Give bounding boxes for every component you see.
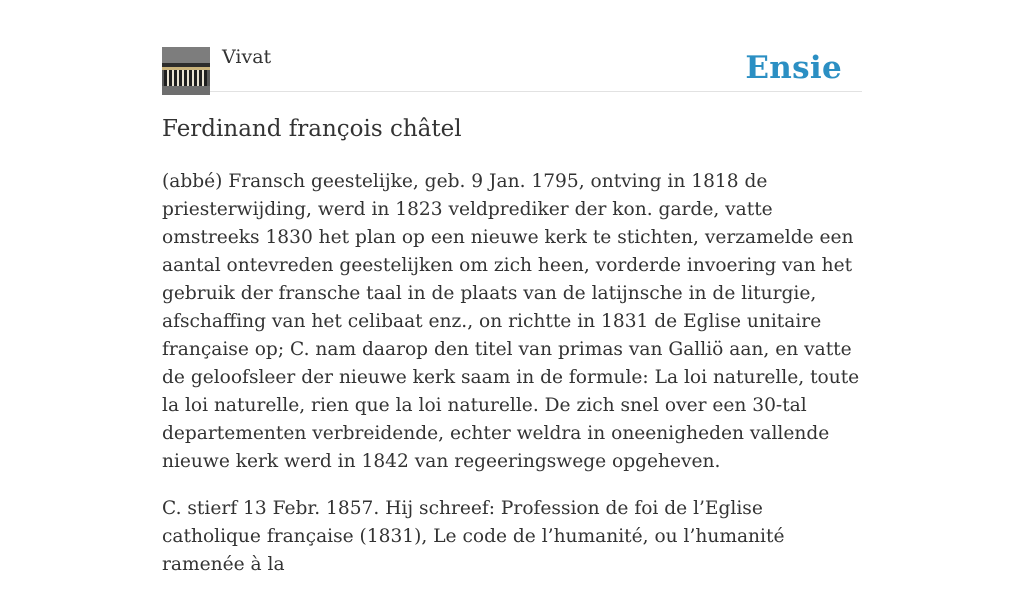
header bbox=[162, 0, 862, 92]
brand-logo[interactable]: Ensie bbox=[745, 50, 842, 86]
paragraph: C. stierf 13 Febr. 1857. Hij schreef: Profession de foi de l’Eglise catholique française (1831), Le code de l’humanité, ou l’humanité ramenée à la bbox=[162, 498, 785, 575]
avatar-image-icon bbox=[162, 47, 210, 95]
page bbox=[162, 0, 862, 575]
page-title: Ferdinand françois châtel bbox=[162, 116, 462, 142]
article-body bbox=[162, 168, 862, 598]
avatar[interactable] bbox=[162, 47, 210, 95]
paragraph: (abbé) Fransch geestelijke, geb. 9 Jan. 1795, ontving in 1818 de priesterwijding, werd in 1823 veldprediker der kon. garde, vatte omstreeks 1830 het plan op een nieuwe kerk te stichten, verzamelde een aantal ontevreden geestelijken om zich heen, vorderde invoering van het gebruik der fransche taal in de plaats van de latijnsche in de liturgie, afschaffing van het celibaat enz., on richtte in 1831 de Eglise unitaire française op; C. nam daarop den titel van primas van Galliö aan, en vatte de geloofsleer der nieuwe kerk saam in de formule: La loi naturelle, toute la loi naturelle, rien que la loi naturelle. De zich snel over een 30-tal departementen verbreidende, echter weldra in oneenigheden vallende nieuwe kerk werd in 1842 van regeeringswege opgeheven. bbox=[162, 171, 860, 472]
author-link[interactable]: Vivat bbox=[222, 46, 272, 68]
